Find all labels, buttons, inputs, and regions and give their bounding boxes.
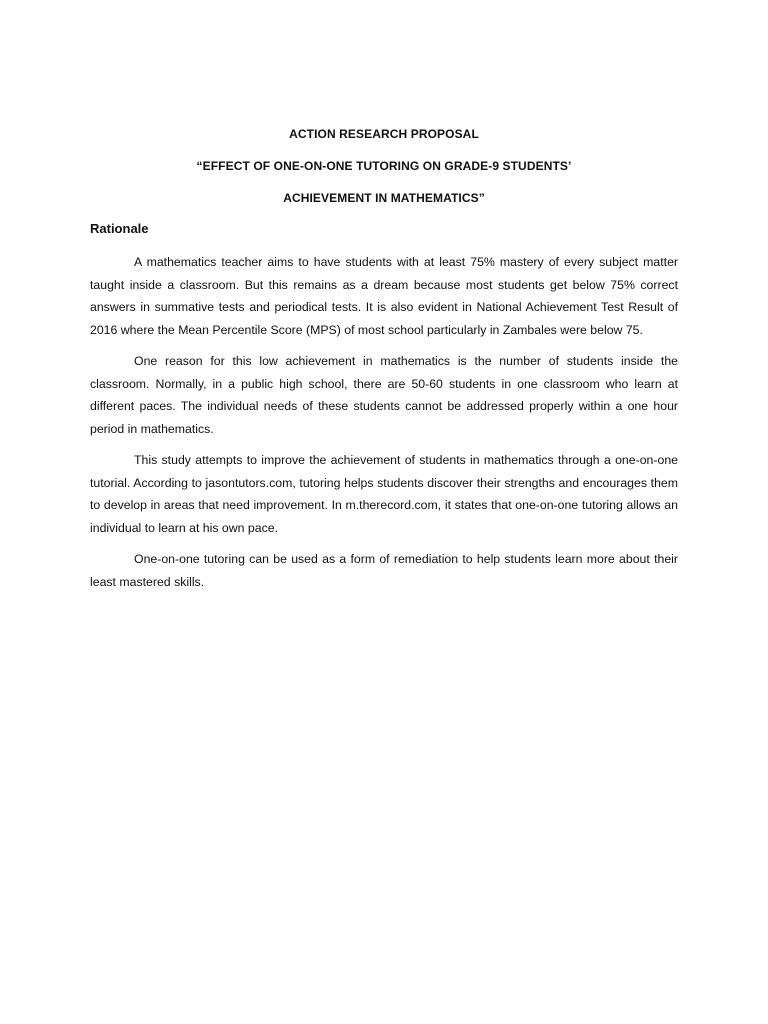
paragraph-4: One-on-one tutoring can be used as a form of remediation to help students learn more about their least mastered skills. [90, 552, 678, 589]
title-line-1: “EFFECT OF ONE-ON-ONE TUTORING ON GRADE-9 STUDENTS’ [196, 159, 572, 173]
title-line-2: ACHIEVEMENT IN MATHEMATICS” [283, 191, 485, 205]
paragraph-2: One reason for this low achievement in mathematics is the number of students inside the classroom. Normally, in a public high school, there are 50-60 students in one classroom who learn at different paces. The individual needs of these students cannot be addressed properly within a one hour period in mathematics. [90, 354, 678, 436]
paragraph-1: A mathematics teacher aims to have students with at least 75% mastery of every subject matter taught inside a classroom. But this remains as a dream because most students get below 75% correct answers in summative tests and periodical tests. It is also evident in National Achievement Test Result of 2016 where the Mean Percentile Score (MPS) of most school particularly in Zambales were below 75. [90, 255, 678, 337]
document-heading: ACTION RESEARCH PROPOSAL [289, 127, 479, 141]
document-page [90, 118, 678, 602]
paragraph-3: This study attempts to improve the achievement of students in mathematics through a one-on-one tutorial. According to jasontutors.com, tutoring helps students discover their strengths and encourages them to develop in areas that need improvement. In m.therecord.com, it states that one-on-one tutoring allows an individual to learn at his own pace. [90, 453, 678, 535]
section-heading-rationale: Rationale [90, 221, 149, 236]
